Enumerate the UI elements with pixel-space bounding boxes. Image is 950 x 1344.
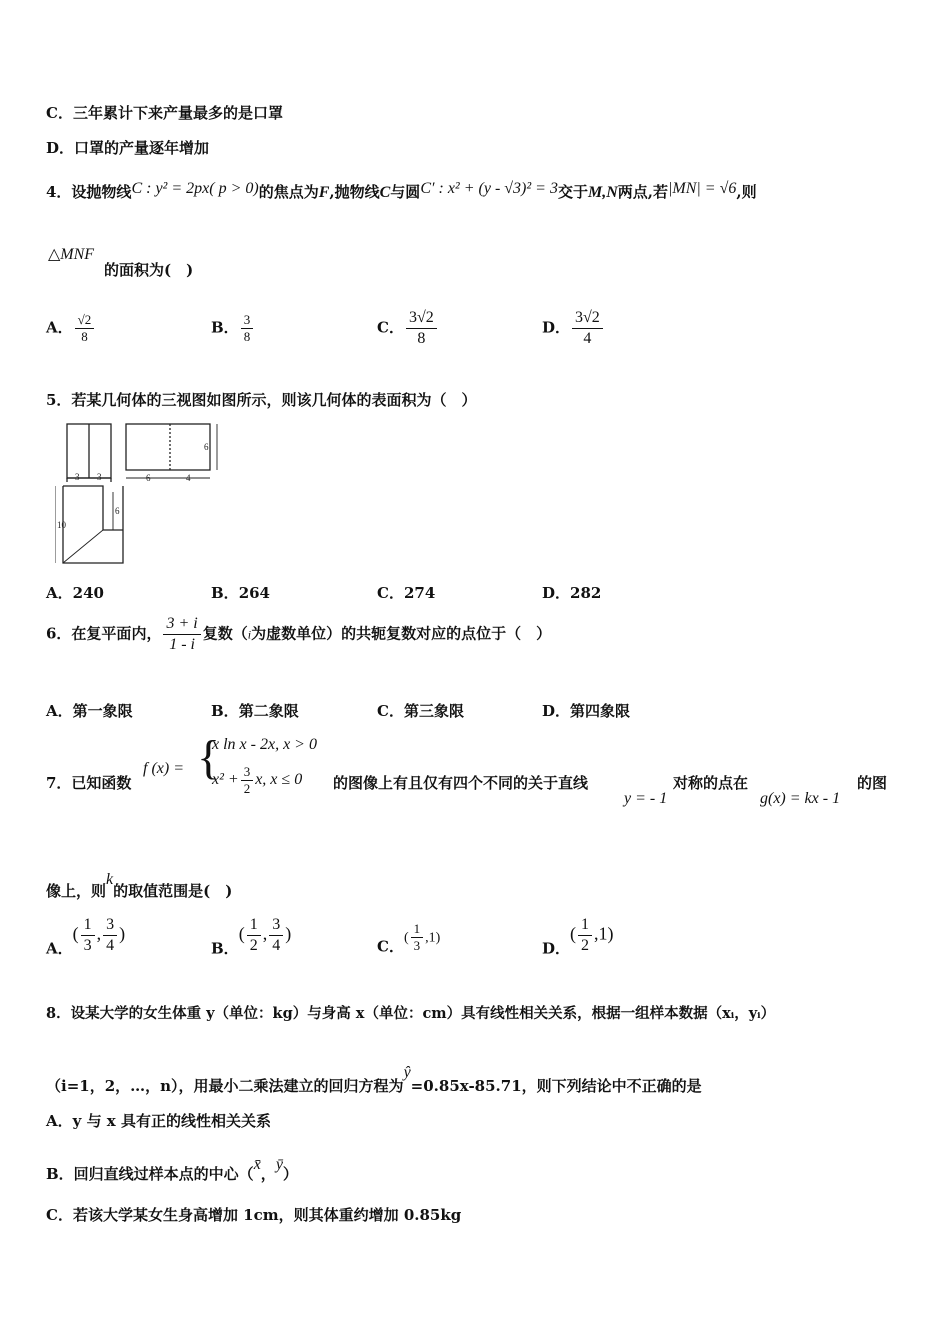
- q4-number: 4．设抛物线: [46, 183, 132, 201]
- q3-option-d: D．口罩的产量逐年增加: [46, 139, 210, 157]
- q4-stem: [46, 180, 757, 202]
- dim-label: 6: [146, 473, 151, 483]
- q8-option-c: C．若该大学某女生身高增加 1cm，则其体重约增加 0.85kg: [46, 1206, 462, 1224]
- q7-g-function: g(x) = kx - 1: [760, 790, 841, 807]
- q6-text: 为虚数单位）的共轭复数对应的点位于（ ）: [251, 624, 552, 643]
- q8-xbar: x̄: [253, 1156, 261, 1173]
- q4-option-a: [46, 312, 96, 345]
- q7-function-name: f (x) =: [143, 760, 184, 777]
- q7-k: k: [106, 871, 114, 888]
- q5-option-a: A．240: [46, 584, 104, 602]
- q7-text: 的图像上有且仅有四个不同的关于直线: [333, 774, 589, 792]
- fraction: $\frac{3√2}{4}$: [572, 308, 603, 349]
- q6-option-b: B．第二象限: [211, 702, 299, 720]
- q4-text: 与圆: [390, 183, 421, 201]
- q5-option-b: B．264: [211, 584, 270, 602]
- q4-point-f: F: [318, 184, 330, 201]
- option-label: A．: [46, 318, 73, 337]
- q7-case-2: x² + $\frac{3}{2}$ x, x ≤ 0: [212, 764, 303, 796]
- q8-stem-line1: 8．设某大学的女生体重 y（单位：kg）与身高 x（单位：cm）具有线性相关关系，根据一组样本数据（xᵢ，yᵢ）: [46, 1005, 776, 1022]
- q6-option-a: A．第一象限: [46, 702, 133, 720]
- dim-label: 3: [97, 472, 102, 482]
- q6-fraction: $\frac{3 + i}{1 - i}$: [163, 614, 200, 655]
- fraction: $\frac{√2}{8}$: [75, 312, 95, 345]
- q4-option-b: [211, 312, 255, 345]
- q7-text: 的图: [857, 774, 888, 792]
- dim-label: 6: [204, 442, 209, 452]
- q5-option-c: C．274: [377, 584, 436, 602]
- q4-text: 交于: [557, 183, 588, 201]
- q4-curve-c: C: [379, 184, 391, 201]
- dim-label: 3: [75, 472, 80, 482]
- q7-option-c: C．( $\frac{1}{3}$ ,1): [377, 921, 441, 956]
- q7-option-d: D．( $\frac{1}{2}$ ,1): [542, 916, 614, 958]
- q4-points-mn: M,N: [587, 184, 618, 201]
- dim-label: 6: [115, 506, 120, 516]
- q4-option-d: [542, 308, 605, 349]
- q7-number: 7．已知函数: [46, 774, 132, 792]
- q4-text: 两点,若: [617, 183, 668, 201]
- option-label: B．: [211, 318, 239, 337]
- q8-option-b: B．回归直线过样本点的中心（x̄，ȳ）: [46, 1156, 298, 1183]
- q8-ybar: ȳ: [275, 1156, 283, 1173]
- q7-brace: {: [197, 731, 221, 784]
- q7-stem-line2: 像上，则k的取值范围是( ): [46, 871, 233, 900]
- option-label: C．: [377, 318, 404, 337]
- q3-option-c: C．三年累计下来产量最多的是口罩: [46, 104, 283, 122]
- q4-text: ,则: [736, 183, 757, 201]
- q5-stem: 5．若某几何体的三视图如图所示，则该几何体的表面积为（ ）: [46, 391, 477, 409]
- q6-imag-unit: i: [247, 627, 252, 642]
- fraction: $\frac{3}{2}$: [241, 764, 254, 797]
- q8-option-a: A．y 与 x 具有正的线性相关关系: [46, 1112, 271, 1130]
- q7-line-eq: y = - 1: [624, 790, 668, 807]
- q4-triangle: △MNF: [48, 246, 95, 263]
- dim-label: 4: [186, 473, 191, 483]
- q8-stem-line2: （i=1，2，…，n），用最小二乘法建立的回归方程为ŷ=0.85x-85.71，则下列结论中不正确的是: [46, 1064, 702, 1095]
- three-view-figure: [55, 420, 220, 570]
- top-view: [63, 486, 123, 563]
- q4-text: ,抛物线: [329, 183, 380, 201]
- q7-case-1: x ln x - 2x, x > 0: [212, 736, 317, 753]
- q6-option-d: D．第四象限: [542, 702, 631, 720]
- q4-option-c: [377, 308, 439, 349]
- q7-option-b: B．( $\frac{1}{2}$ , $\frac{3}{4}$ ): [211, 916, 292, 958]
- q7-text: 对称的点在: [673, 774, 749, 792]
- side-view: [126, 424, 210, 470]
- q6-stem: [46, 614, 551, 655]
- q5-option-d: D．282: [542, 584, 602, 602]
- fraction: $\frac{3}{8}$: [241, 312, 254, 345]
- fraction: $\frac{3√2}{8}$: [406, 308, 437, 349]
- q4-circle: C′ : x² + (y - √3)² = 3: [420, 180, 558, 197]
- q6-option-c: C．第三象限: [377, 702, 464, 720]
- dim-label: 10: [57, 520, 66, 530]
- q8-yhat: ŷ: [403, 1064, 411, 1081]
- q4-condition: |MN| = √6: [668, 180, 737, 197]
- q6-text: 复数（: [202, 624, 248, 643]
- option-label: D．: [542, 318, 571, 337]
- q7-option-a: A．( $\frac{1}{3}$ , $\frac{3}{4}$ ): [46, 916, 126, 958]
- q4-text: 的焦点为: [258, 183, 319, 201]
- q6-number: 6．在复平面内，: [46, 624, 162, 643]
- q4-stem-end: 的面积为( ): [104, 261, 194, 279]
- q4-parabola: C : y² = 2px( p > 0): [131, 180, 259, 197]
